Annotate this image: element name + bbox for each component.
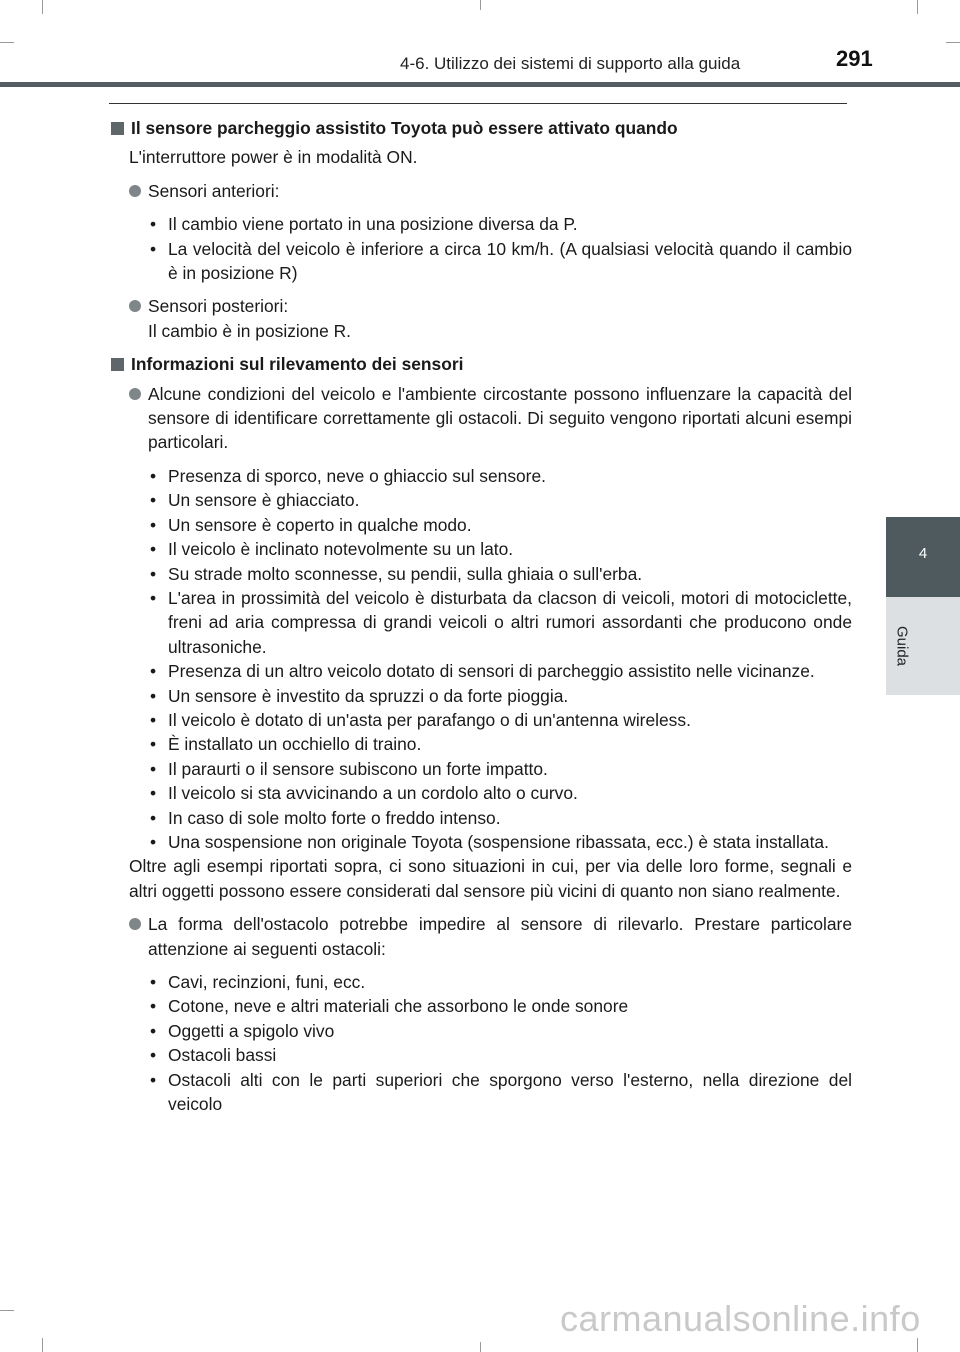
section-intro: L'interruttore power è in modalità ON. (129, 147, 418, 168)
section-heading: Informazioni sul rilevamento dei sensori (110, 352, 852, 376)
bullet-item: • Su strade molto sconnesse, su pendii, sulla ghiaia o sull'erba. (150, 563, 643, 584)
circle-bullet-icon (129, 918, 141, 930)
page-content (110, 116, 852, 1125)
list-item: Sensori anteriori: (110, 179, 852, 203)
crop-mark (42, 1338, 43, 1352)
list-item: Sensori posteriori: Il cambio è in posizione R. (110, 294, 852, 343)
square-bullet-icon (111, 122, 124, 135)
bullet-item: • Il veicolo è inclinato notevolmente su un lato. (150, 539, 514, 560)
crop-mark (917, 0, 918, 14)
bullet-item: • Il paraurti o il sensore subiscono un forte impatto. (150, 758, 548, 779)
crop-mark (917, 1338, 918, 1352)
bullet-item: • Presenza di sporco, neve o ghiaccio sul sensore. (150, 465, 546, 486)
bullet-item: • L'area in prossimità del veicolo è disturbata da clacson di veicoli, motori di motociclette, freni ad aria compressa di grandi veicoli o altri rumori assordanti che producono onde ultrasoniche. (150, 587, 852, 657)
crop-mark (480, 0, 481, 10)
chapter-label: Guida (893, 625, 911, 667)
page-number: 291 (836, 46, 873, 71)
crop-mark (0, 42, 14, 43)
chapter-tab-label-box (886, 597, 960, 695)
list-item: Alcune condizioni del veicolo e l'ambiente circostante possono influenzare la capacità del sensore di identificare correttamente gli ostacoli. Di seguito vengono riportati alcuni esempi particolari. (110, 382, 852, 455)
bullet-list (148, 970, 852, 1116)
circle-bullet-icon (129, 185, 141, 197)
crop-mark (0, 1310, 14, 1311)
circle-bullet-icon (129, 388, 141, 400)
bullet-item: • Cotone, neve e altri materiali che assorbono le onde sonore (150, 996, 629, 1017)
crop-mark (480, 1342, 481, 1352)
crop-mark (946, 42, 960, 43)
paragraph: Oltre agli esempi riportati sopra, ci sono situazioni in cui, per via delle loro forme, segnali e altri oggetti possono essere considerati dal sensore più vicini di quanto non siano realmente. (129, 856, 852, 901)
section-heading: Il sensore parcheggio assistito Toyota può essere attivato quando (110, 116, 852, 140)
header-bar (0, 82, 960, 87)
bullet-item: • Il veicolo si sta avvicinando a un cordolo alto o curvo. (150, 783, 578, 804)
bullet-item: • Ostacoli bassi (150, 1045, 277, 1066)
chapter-number: 4 (918, 545, 928, 562)
circle-bullet-icon (129, 300, 141, 312)
bullet-item: • Cavi, recinzioni, funi, ecc. (150, 972, 366, 992)
bullet-item: • Ostacoli alti con le parti superiori che sporgono verso l'esterno, nella direzione del veicolo (150, 1069, 852, 1115)
bullet-item: • Il veicolo è dotato di un'asta per parafango o di un'antenna wireless. (150, 709, 691, 730)
square-bullet-icon (111, 358, 124, 371)
bullet-item: • La velocità del veicolo è inferiore a circa 10 km/h. (A qualsiasi velocità quando il cambio è in posizione R) (150, 238, 852, 284)
bullet-item: • In caso di sole molto forte o freddo intenso. (150, 807, 501, 828)
header-title: 4-6. Utilizzo dei sistemi di supporto alla guida (400, 54, 741, 73)
bullet-item: • È installato un occhiello di traino. (150, 734, 422, 755)
bullet-list (148, 212, 852, 285)
bullet-item: • Oggetti a spigolo vivo (150, 1020, 335, 1041)
list-item: La forma dell'ostacolo potrebbe impedire al sensore di rilevarlo. Prestare particolare attenzione ai seguenti ostacoli: (110, 912, 852, 961)
bullet-item: • Presenza di un altro veicolo dotato di sensori di parcheggio assistito nelle vicinanze. (150, 661, 815, 682)
bullet-item: • Una sospensione non originale Toyota (sospensione ribassata, ecc.) è stata installata. (150, 831, 829, 852)
header-rule (109, 103, 847, 104)
chapter-tab (886, 517, 960, 597)
bullet-list (148, 464, 852, 855)
bullet-item: • Il cambio viene portato in una posizione diversa da P. (150, 214, 578, 235)
bullet-item: • Un sensore è investito da spruzzi o da forte pioggia. (150, 685, 569, 706)
bullet-item: • Un sensore è ghiacciato. (150, 490, 360, 511)
watermark: carmanualsonline.info (560, 1298, 921, 1339)
crop-mark (42, 0, 43, 14)
bullet-item: • Un sensore è coperto in qualche modo. (150, 514, 472, 535)
